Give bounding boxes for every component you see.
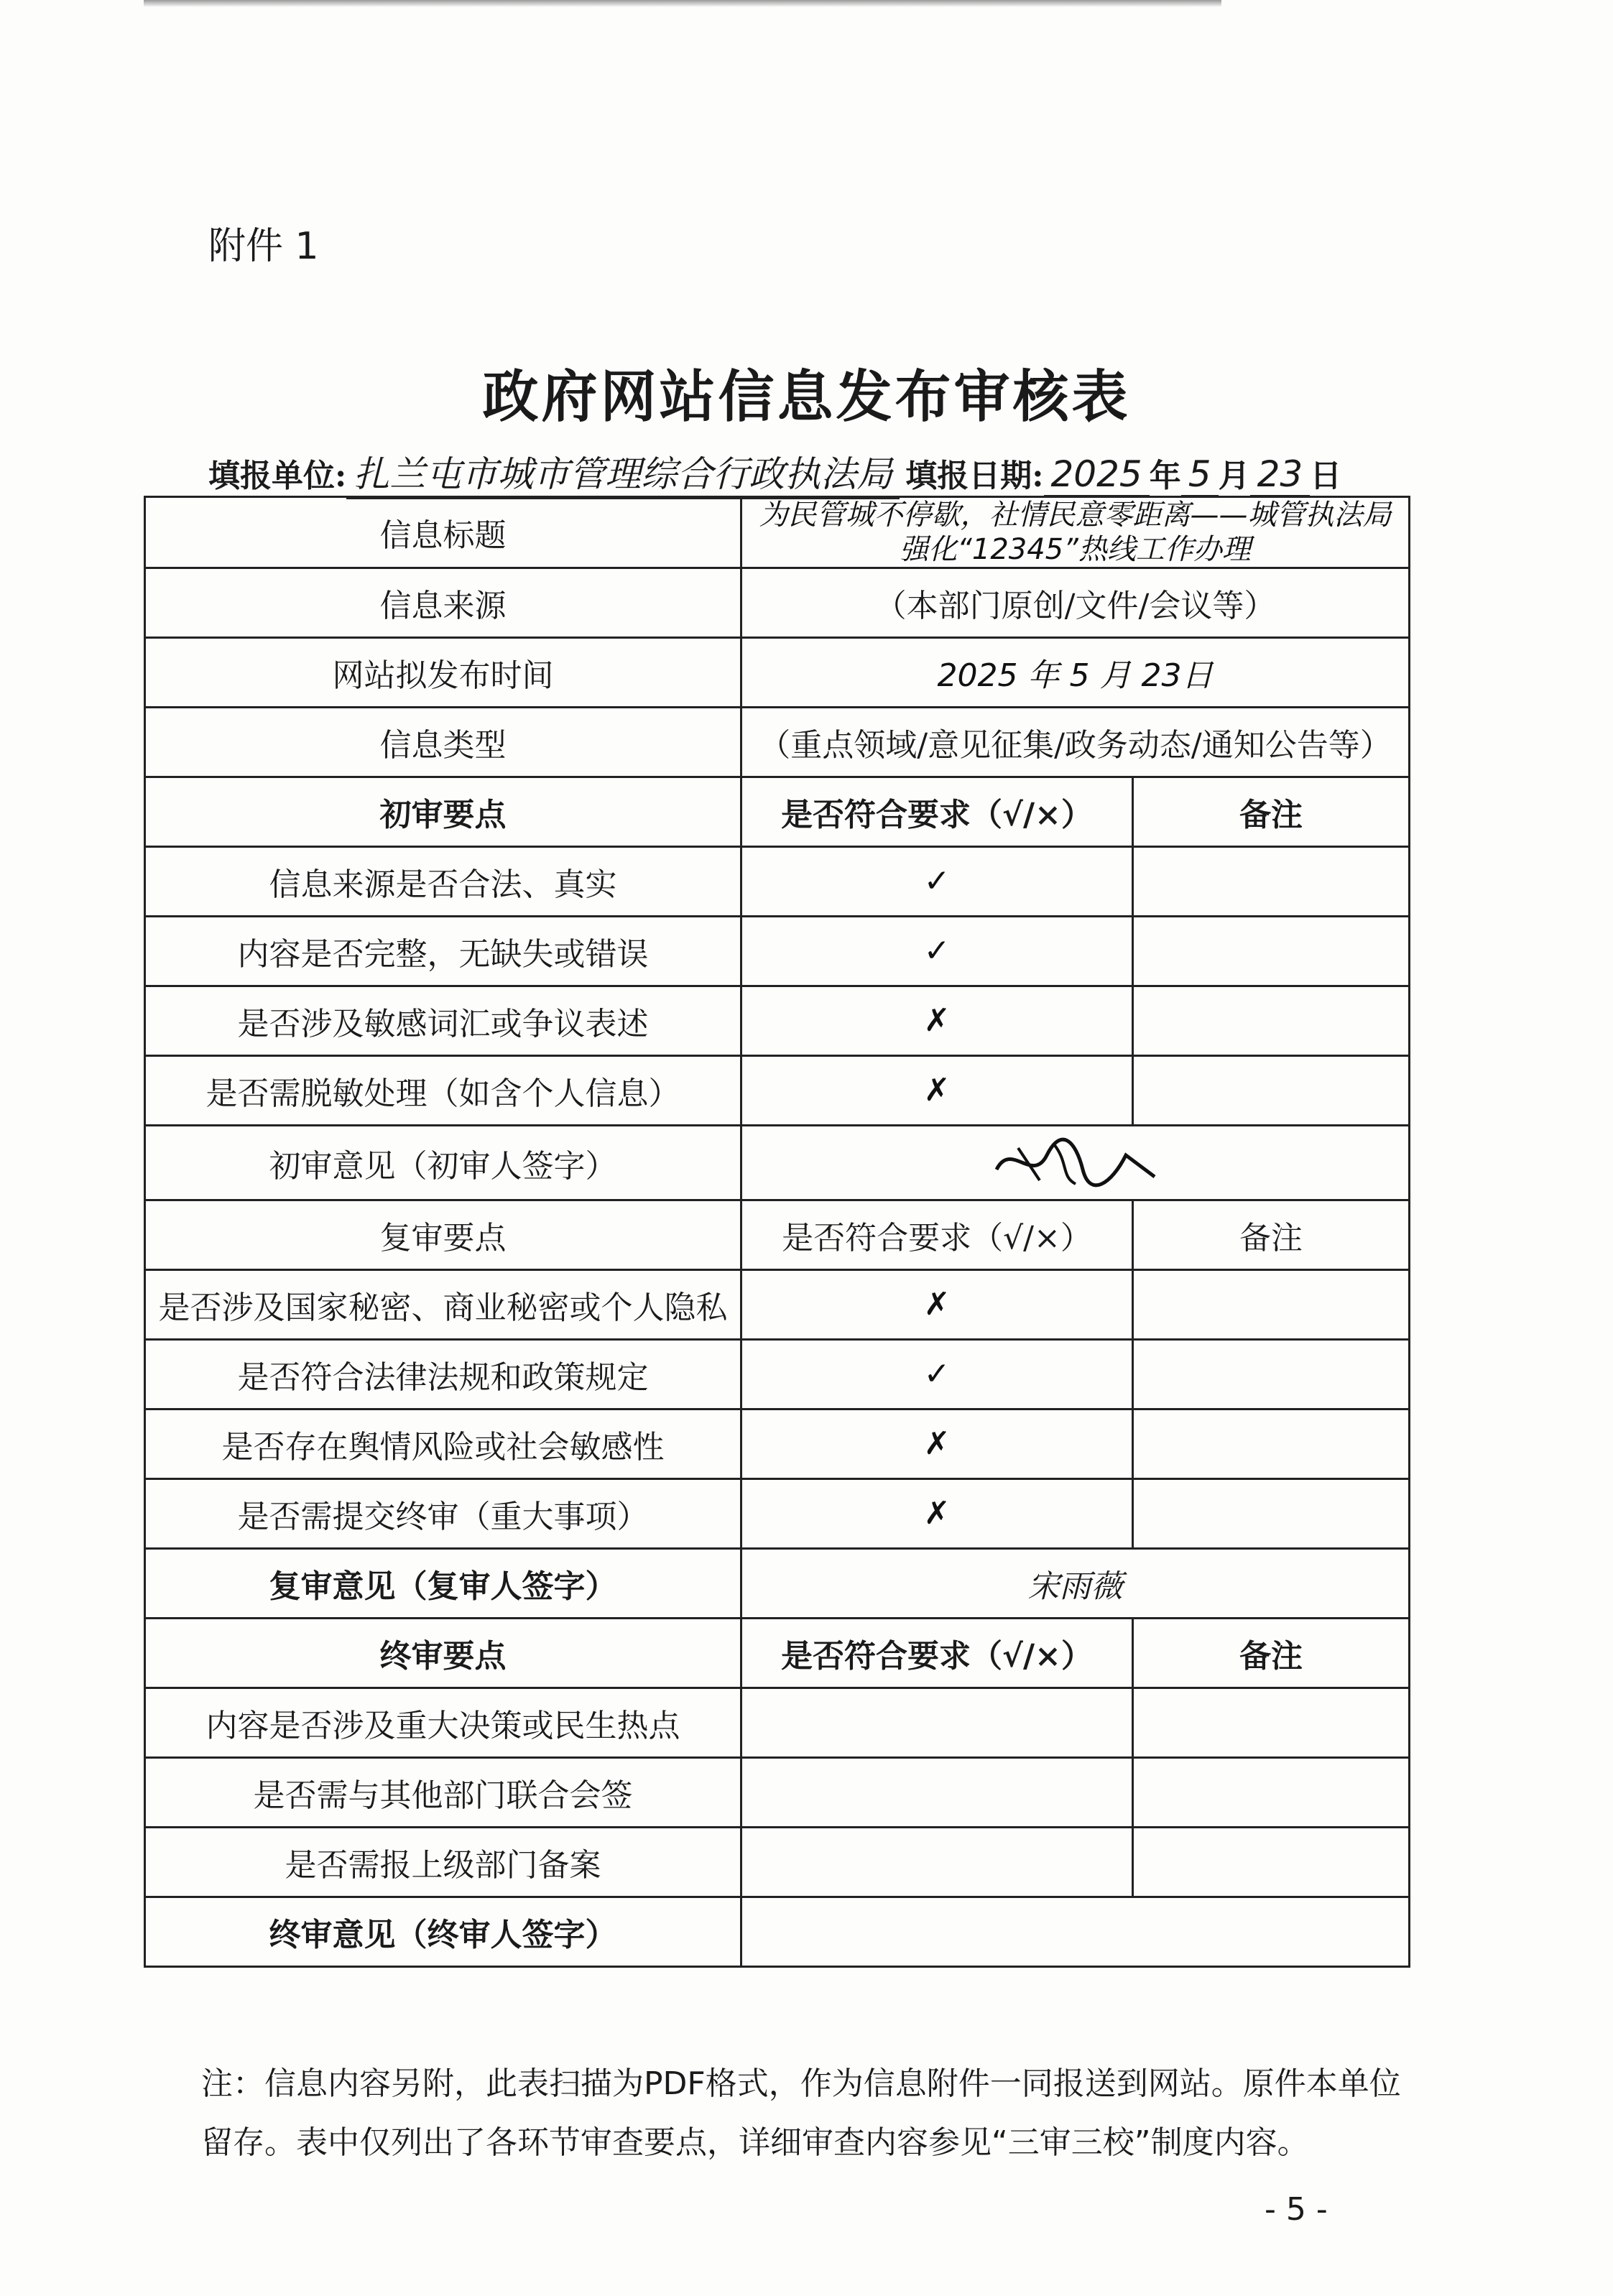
check-row xyxy=(145,986,1410,1056)
info-type-hint: （重点领域/意见征集/政务动态/通知公告等） xyxy=(741,708,1410,777)
cross-mark: ✗ xyxy=(741,1056,1133,1126)
page-number: - 5 - xyxy=(1265,2191,1328,2228)
remarks-cell xyxy=(1133,1270,1410,1340)
publish-time-label: 网站拟发布时间 xyxy=(145,638,741,708)
date-month: 5 xyxy=(1181,453,1219,497)
fill-row xyxy=(208,445,1341,499)
remarks-cell xyxy=(1133,847,1410,917)
opinion-row xyxy=(145,1126,1410,1200)
check-row xyxy=(145,1479,1410,1549)
day-char: 日 xyxy=(1310,458,1342,494)
remarks-cell xyxy=(1133,917,1410,986)
month-char: 月 xyxy=(1218,458,1250,494)
info-title-label: 信息标题 xyxy=(145,497,741,568)
info-type-row xyxy=(145,708,1410,777)
check-item-label: 是否符合法律法规和政策规定 xyxy=(145,1340,741,1409)
info-title-value: 为民管城不停歇，社情民意零距离——城管执法局强化“12345”热线工作办理 xyxy=(741,497,1410,568)
opinion-label: 终审意见（终审人签字） xyxy=(145,1897,741,1967)
check-item-label: 是否需脱敏处理（如含个人信息） xyxy=(145,1056,741,1126)
section-header-row xyxy=(145,1619,1410,1688)
info-type-label: 信息类型 xyxy=(145,708,741,777)
compliance-cell xyxy=(741,1758,1133,1828)
check-item-label: 内容是否完整，无缺失或错误 xyxy=(145,917,741,986)
check-item-label: 是否需与其他部门联合会签 xyxy=(145,1758,741,1828)
check-row xyxy=(145,1340,1410,1409)
info-title-row xyxy=(145,497,1410,568)
opinion-row xyxy=(145,1549,1410,1619)
date-label: 填报日期: xyxy=(905,458,1044,494)
unit-label: 填报单位: xyxy=(208,458,347,494)
check-mark: ✓ xyxy=(741,917,1133,986)
section-header: 复审要点 xyxy=(145,1200,741,1270)
check-row xyxy=(145,1270,1410,1340)
footnote: 注：信息内容另附，此表扫描为PDF格式，作为信息附件一同报送到网站。原件本单位留存。表中仅列出了各环节审查要点，详细审查内容参见“三审三校”制度内容。 xyxy=(201,2065,1401,2161)
scan-edge xyxy=(144,0,1221,7)
section-header: 初审要点 xyxy=(145,777,741,847)
year-char: 年 xyxy=(1149,458,1181,494)
remarks-cell xyxy=(1133,1479,1410,1549)
info-source-row xyxy=(145,568,1410,638)
form-title: 政府网站信息发布审核表 xyxy=(482,364,1131,430)
section-header: 终审要点 xyxy=(145,1619,741,1688)
check-item-label: 内容是否涉及重大决策或民生热点 xyxy=(145,1688,741,1758)
remarks-header: 备注 xyxy=(1133,1200,1410,1270)
check-row xyxy=(145,917,1410,986)
unit-value: 扎兰屯市城市管理综合行政执法局 xyxy=(346,445,900,499)
remarks-cell xyxy=(1133,1409,1410,1479)
check-row xyxy=(145,1056,1410,1126)
remarks-cell xyxy=(1133,1056,1410,1126)
remarks-header: 备注 xyxy=(1133,1619,1410,1688)
check-item-label: 信息来源是否合法、真实 xyxy=(145,847,741,917)
date-year: 2025 xyxy=(1044,453,1150,497)
remarks-cell xyxy=(1133,986,1410,1056)
info-source-hint: （本部门原创/文件/会议等） xyxy=(741,568,1410,638)
cross-mark: ✗ xyxy=(741,1409,1133,1479)
compliance-cell xyxy=(741,1688,1133,1758)
compliance-header: 是否符合要求（√/×） xyxy=(741,1200,1133,1270)
remarks-cell xyxy=(1133,1828,1410,1897)
check-item-label: 是否涉及敏感词汇或争议表述 xyxy=(145,986,741,1056)
first-review-signature xyxy=(741,1126,1410,1200)
second-review-signature: 宋雨薇 xyxy=(741,1549,1410,1619)
compliance-header: 是否符合要求（√/×） xyxy=(741,1619,1133,1688)
section-header-row xyxy=(145,1200,1410,1270)
publish-time-row xyxy=(145,638,1410,708)
review-form-table xyxy=(144,496,1410,1968)
check-item-label: 是否需报上级部门备案 xyxy=(145,1828,741,1897)
cross-mark: ✗ xyxy=(741,1479,1133,1549)
section-header-row xyxy=(145,777,1410,847)
check-mark: ✓ xyxy=(741,1340,1133,1409)
check-row xyxy=(145,1758,1410,1828)
opinion-row xyxy=(145,1897,1410,1967)
compliance-header: 是否符合要求（√/×） xyxy=(741,777,1133,847)
remarks-cell xyxy=(1133,1688,1410,1758)
publish-time-value: 2025 年 5 月 23日 xyxy=(741,638,1410,708)
check-row xyxy=(145,1409,1410,1479)
check-mark: ✓ xyxy=(741,847,1133,917)
check-item-label: 是否涉及国家秘密、商业秘密或个人隐私 xyxy=(145,1270,741,1340)
check-row xyxy=(145,1688,1410,1758)
attachment-label: 附件 1 xyxy=(208,225,319,268)
final-review-signature xyxy=(741,1897,1410,1967)
remarks-cell xyxy=(1133,1758,1410,1828)
opinion-label: 初审意见（初审人签字） xyxy=(145,1126,741,1200)
cross-mark: ✗ xyxy=(741,986,1133,1056)
remarks-cell xyxy=(1133,1340,1410,1409)
check-item-label: 是否需提交终审（重大事项） xyxy=(145,1479,741,1549)
signature-scribble xyxy=(982,1126,1169,1191)
opinion-label: 复审意见（复审人签字） xyxy=(145,1549,741,1619)
cross-mark: ✗ xyxy=(741,1270,1133,1340)
check-row xyxy=(145,1828,1410,1897)
date-day: 23 xyxy=(1250,453,1311,497)
info-source-label: 信息来源 xyxy=(145,568,741,638)
check-item-label: 是否存在舆情风险或社会敏感性 xyxy=(145,1409,741,1479)
compliance-cell xyxy=(741,1828,1133,1897)
remarks-header: 备注 xyxy=(1133,777,1410,847)
check-row xyxy=(145,847,1410,917)
